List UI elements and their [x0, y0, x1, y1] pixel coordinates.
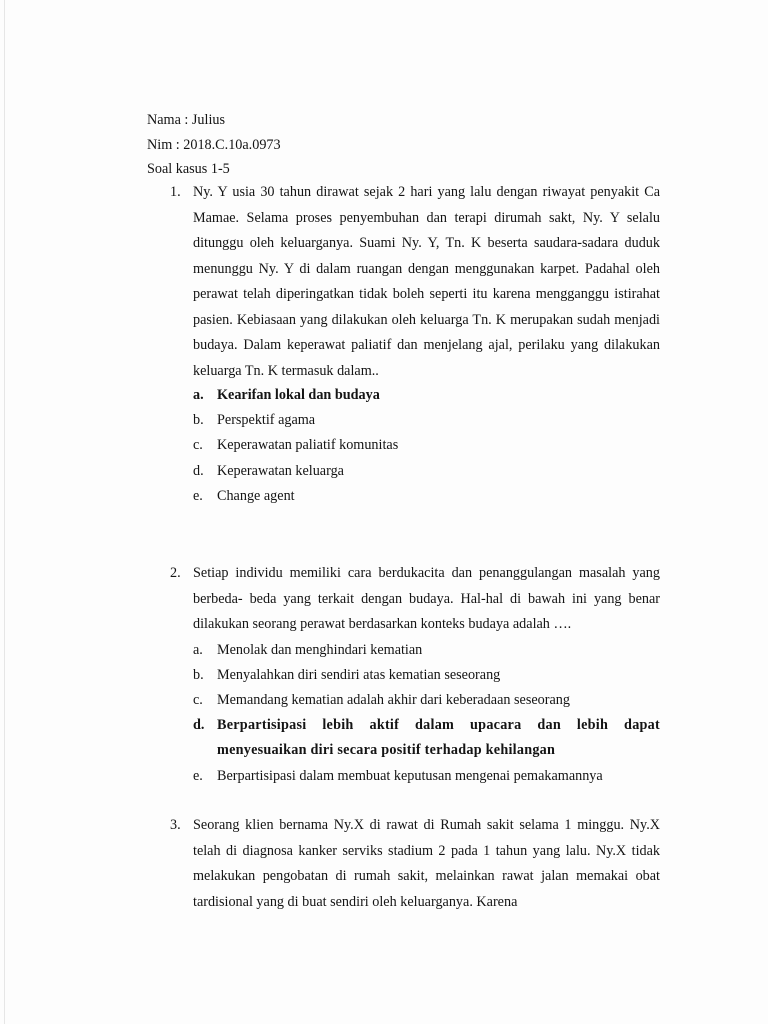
- option-text: Berpartisipasi lebih aktif dalam upacara dan lebih dapat menyesuaikan diri secara positif terhadap kehilangan: [217, 717, 660, 759]
- question-body: [193, 813, 660, 915]
- option-letter: d.: [193, 462, 204, 479]
- question-number: 1.: [170, 184, 181, 200]
- option-letter: c.: [193, 691, 203, 708]
- option-text: Kearifan lokal dan budaya: [217, 387, 380, 403]
- question-text: Ny. Y usia 30 tahun dirawat sejak 2 hari yang lalu dengan riwayat penyakit Ca Mamae. Selama proses penyembuhan dan terapi dirumah sakt, Ny. Y selalu ditunggu oleh keluarganya. Suami Ny. Y, Tn. K beserta saudara-sadara duduk menunggu Ny. Y di dalam ruangan dengan menggunakan karpet. Padahal oleh perawat telah diperingatkan tidak boleh seperti itu karena mengganggu istirahat pasien. Kebiasaan yang dilakukan oleh keluarga Tn. K merupakan sudah menjadi budaya. Dalam keperawat paliatif dan menjelang ajal, perilaku yang dilakukan keluarga Tn. K termasuk dalam..: [193, 184, 660, 379]
- option-letter: b.: [193, 666, 204, 683]
- document-title: Soal kasus 1-5: [147, 161, 230, 177]
- option-list: [193, 383, 660, 509]
- option-letter: e.: [193, 767, 203, 784]
- question-text: Setiap individu memiliki cara berdukacita dan penanggulangan masalah yang berbeda- beda yang terkait dengan budaya. Hal-hal di bawah ini yang benar dilakukan seorang perawat berdasarkan konteks budaya adalah ….: [193, 565, 660, 632]
- question-3: [147, 813, 660, 915]
- option-text: Keperawatan keluarga: [217, 462, 344, 479]
- option-b: [193, 408, 660, 433]
- option-text: Perspektif agama: [217, 412, 316, 429]
- option-text: Menyalahkan diri sendiri atas kematian seseorang: [217, 666, 501, 683]
- option-letter: a.: [193, 387, 204, 403]
- option-letter: a.: [193, 641, 203, 658]
- option-c: [193, 433, 660, 458]
- option-e: [193, 484, 660, 509]
- option-text: Memandang kematian adalah akhir dari keberadaan seseorang: [217, 691, 570, 708]
- question-2: [147, 561, 660, 789]
- option-b: [193, 663, 660, 688]
- option-letter: c.: [193, 437, 203, 454]
- option-text: Berpartisipasi dalam membuat keputusan mengenai pemakamannya: [217, 767, 603, 784]
- option-a: [193, 383, 660, 408]
- student-name: Nama : Julius: [147, 112, 226, 128]
- question-text: Seorang klien bernama Ny.X di rawat di Rumah sakit selama 1 minggu. Ny.X telah di diagnosa kanker serviks stadium 2 pada 1 tahun yang lalu. Ny.X tidak melakukan pengobatan di rumah sakit, melainkan rawat jalan memakai obat tardisional yang di buat sendiri oleh keluarganya. Karena: [193, 817, 660, 910]
- document-header: [147, 108, 667, 182]
- option-a: [193, 638, 660, 663]
- option-d: [193, 459, 660, 484]
- question-body: [193, 561, 660, 789]
- option-text: Keperawatan paliatif komunitas: [217, 437, 399, 454]
- question-number: 3.: [170, 817, 181, 833]
- option-letter: d.: [193, 717, 205, 734]
- option-text: Menolak dan menghindari kematian: [217, 641, 423, 658]
- option-letter: b.: [193, 412, 204, 429]
- option-d: [193, 713, 660, 763]
- page-edge-line: [4, 0, 5, 1024]
- question-1: [147, 180, 660, 509]
- option-c: [193, 688, 660, 713]
- question-body: [193, 180, 660, 509]
- option-text: Change agent: [217, 487, 295, 504]
- option-e: [193, 764, 660, 789]
- option-list: [193, 638, 660, 789]
- option-letter: e.: [193, 487, 203, 504]
- question-number: 2.: [170, 565, 181, 581]
- student-nim: Nim : 2018.C.10a.0973: [147, 136, 281, 153]
